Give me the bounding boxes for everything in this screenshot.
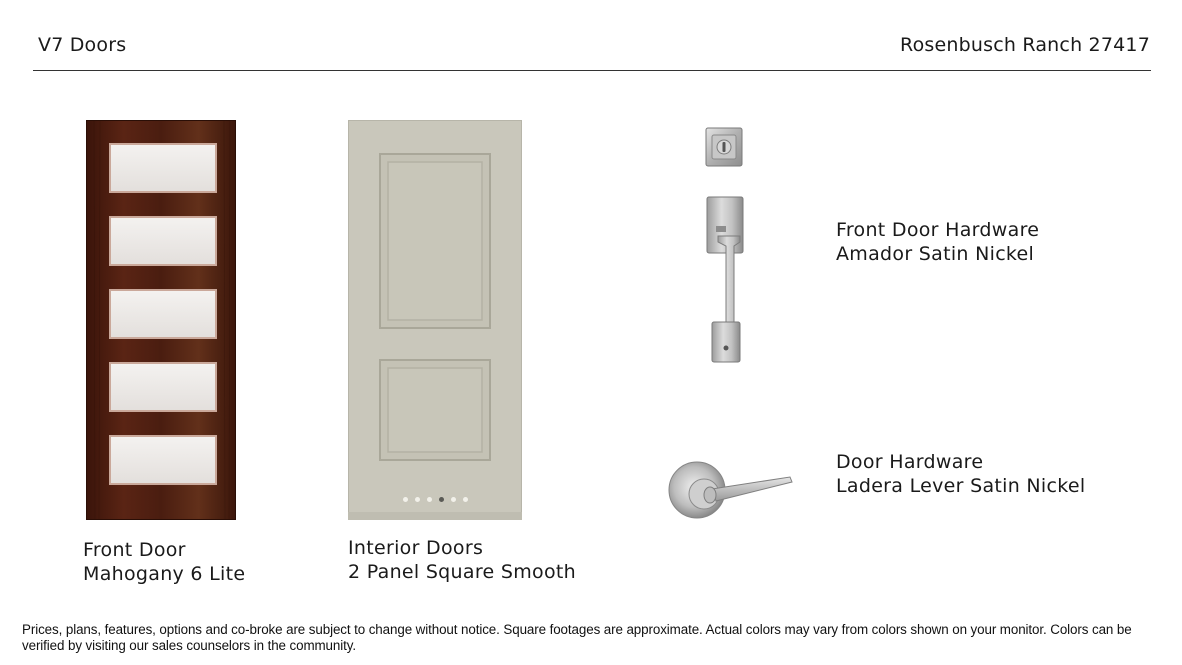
header-right-title: Rosenbusch Ranch 27417 [900, 34, 1150, 56]
front-door-hardware-style: Amador Satin Nickel [836, 243, 1035, 265]
door-hardware-caption [836, 450, 1085, 498]
interior-doors-style: 2 Panel Square Smooth [348, 561, 576, 583]
carousel-dot[interactable] [427, 497, 432, 502]
front-door-title: Front Door [83, 539, 186, 561]
front-door-hardware-caption [836, 218, 1039, 266]
header-divider [33, 70, 1151, 71]
door-hardware-style: Ladera Lever Satin Nickel [836, 475, 1086, 497]
front-door-hardware-title: Front Door Hardware [836, 219, 1040, 241]
interior-door-image [348, 120, 522, 520]
lever-image [664, 455, 796, 521]
front-door-image [86, 120, 236, 520]
carousel-dot[interactable] [415, 497, 420, 502]
carousel-dot[interactable] [463, 497, 468, 502]
header-left-title: V7 Doors [38, 34, 127, 56]
interior-doors-caption [348, 536, 576, 584]
handleset-image [704, 196, 746, 364]
carousel-dot[interactable] [451, 497, 456, 502]
interior-doors-title: Interior Doors [348, 537, 484, 559]
front-door-style: Mahogany 6 Lite [83, 563, 246, 585]
door-hardware-title: Door Hardware [836, 451, 984, 473]
front-door-caption [83, 538, 245, 586]
carousel-dot[interactable] [403, 497, 408, 502]
deadbolt-image [705, 127, 743, 167]
carousel-dot-active[interactable] [439, 497, 444, 502]
disclaimer-text: Prices, plans, features, options and co-broke are subject to change without notice. Square footages are approximate. Actual colors may vary from colors shown on your monitor. Colors can be verified by visiting our sales counselors in the community. [22, 622, 1132, 653]
image-carousel-dots[interactable] [348, 497, 522, 502]
